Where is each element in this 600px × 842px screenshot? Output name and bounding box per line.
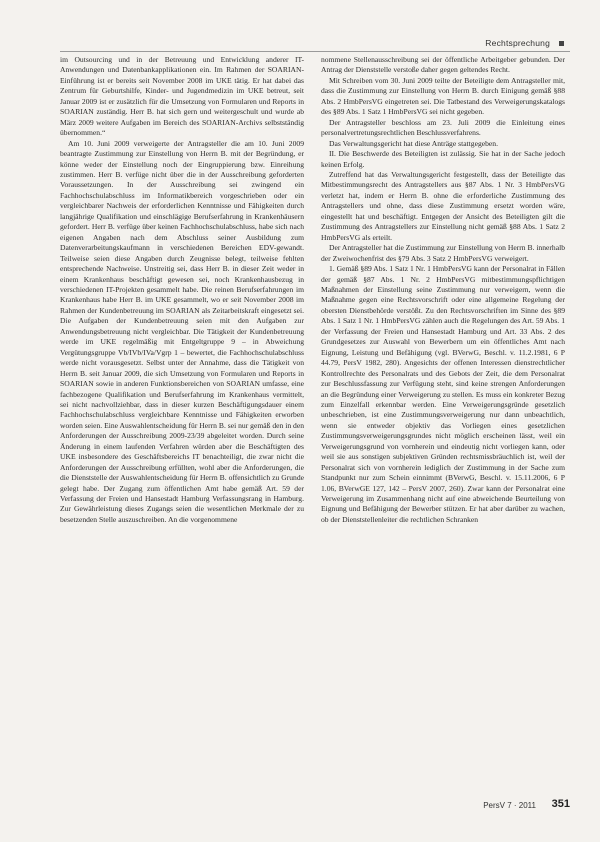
paragraph: Mit Schreiben vom 30. Juni 2009 teilte der Beteiligte dem Antragsteller mit, dass die Zustimmung zur Einstellung von Herrn B. durch Einigung gemäß §88 Abs. 2 HmbPersVG eingetreten sei. Die Tatbestand des Verweigerungskatalogs des §89 Abs. 1 Satz 1 HmbPersVG sei nicht gegeben. [321, 75, 565, 117]
paragraph: nommene Stellenausschreibung sei der öffentliche Arbeitgeber gebunden. Der Antrag der Dienststelle verstoße daher gegen geltendes Recht. [321, 55, 565, 75]
page-header [0, 38, 600, 52]
article-body [60, 55, 565, 795]
right-column [321, 55, 565, 795]
paragraph: Zutreffend hat das Verwaltungsgericht festgestellt, dass der Beteiligte das Mitbestimmungsrecht des Antragstellers aus §87 Abs. 1 Nr. 3 HmbPersVG verletzt hat, indem er Herrn B. ohne die erforderliche Zustimmung des Antragstellers und ohne, dass diese Zustimmung ersetzt worden wäre, eingestellt hat und beschäftigt. Entgegen der Ansicht des Beteiligten gilt die Zustimmung des Antragstellers zur Einstellung nicht gemäß §88 Abs. 1 Satz 2 HmbPersVG als erteilt. [321, 169, 565, 242]
issue-label: PersV 7 · 2011 [483, 801, 536, 810]
header-rule [60, 51, 570, 52]
paragraph: II. Die Beschwerde des Beteiligten ist zulässig. Sie hat in der Sache jedoch keinen Erfolg. [321, 149, 565, 169]
paragraph: 1. Gemäß §89 Abs. 1 Satz 1 Nr. 1 HmbPersVG kann der Personalrat in Fällen der gemäß §87 Abs. 1 Nr. 2 HmbPersVG mitbestimmungspflichtigen Maßnahmen der Einstellung seine Zustimmung nur verweigern, wenn die Maßnahme gegen eine Rechtsvorschrift oder eine allgemeine Regelung der obersten Dienstbehörde verstößt. Zu den Rechtsvorschriften im Sinne des §89 Abs. 1 Satz 1 Nr. 1 HmbPersVG zählen auch die Regelungen des Art. 59 Abs. 1 der Verfassung der Freien und Hansestadt Hamburg und Art. 33 Abs. 2 des Grundgesetzes zur Auswahl von Bewerbern um ein öffentliches Amt nach Eignung, Leistung und Befähigung (vgl. BVerwG, Beschl. v. 11.2.1981, 6 P 44.79, PersV 1982, 280). Angesichts der offenen Interessen dienstrechtlicher Kontrollrechte des Personalrats und des Gebots der Zeit, die dem Personalrat zur Beschlussfassung zur Verfügung steht, sind keine strengen Anforderungen an die Begründung einer Verweigerung zu stellen. Es muss ein konkreter Bezug zum Einzelfall erkennbar werden. Eine Verweigerungsgründe gesetzlich unbeschrieben, ist eine Zustimmungsverweigerung nur dann unbeachtlich, wenn sie entweder objektiv das Vorliegen eines gesetzlichen Zustimmungsverweigerungsgrundes nicht möglich erscheinen lässt, weil ein Verweigerungsgrund von vornherein und eindeutig nicht vorliegen kann, oder weil sie aus sonstigen subjektiven Gründen rechtsmissbräuchlich ist, weil der Personalrat sich von vornherein lediglich der Zustimmung in der Sache zum Standpunkt nur zum Schein einnimmt (BVerwG, Beschl. v. 15.11.2006, 6 P 1.06, BVerwGE 127, 142 – PersV 2007, 260). Zwar kann der Personalrat eine Verweigerung im Zusammenhang nicht auf eine abweichende Beurteilung von Eignung und Befähigung der Bewerber stützen. Er hat aber darüber zu wachen, ob der Dienststellenleiter die rechtlichen Schranken [321, 264, 566, 524]
header-square-marker [559, 41, 564, 46]
paragraph: Der Antragsteller hat die Zustimmung zur Einstellung von Herrn B. innerhalb der Zweiwochenfrist des §79 Abs. 3 Satz 2 HmbPersVG verweigert. [321, 243, 565, 263]
paragraph: Der Antragsteller beschloss am 23. Juli 2009 die Einleitung eines personalvertretungsrechtlichen Beschlussverfahrens. [321, 117, 565, 138]
page-footer [0, 798, 600, 814]
paragraph: im Outsourcing und in der Betreuung und Entwicklung anderer IT-Anwendungen und Datenbankapplikationen ein. Im Rahmen der SOARIAN-Einführung ist er bereits seit November 2008 im UKE tätig. Er hat dabei das Zentrum für Geburtshilfe, Kinder- und Jugendmedizin im UKE betreut, seit Januar 2009 ist er zusätzlich für die Umsetzung von Formularen und Reports in SOARIAN zuständig. Herr B. hat sich gern und weitergeschult und wurde ab März 2009 weitere Aufgaben im Bereich des SOARIAN-Archivs selbstständig übernommen.“ [60, 55, 304, 138]
left-column [60, 55, 304, 795]
paragraph: Das Verwaltungsgericht hat diese Anträge stattgegeben. [329, 138, 498, 148]
page-number: 351 [551, 798, 570, 810]
paragraph: Am 10. Juni 2009 verweigerte der Antragsteller die am 10. Juni 2009 beantragte Zustimmung zur Einstellung von Herrn B. mit der Begründung, er könne weder der Einstellung noch der Eingruppierung bzw. Einreihung zustimmen. Herr B. verfüge nicht über die in der Ausschreibung geforderten Voraussetzungen. In der Ausschreibung sei zwingend ein Fachhochschulabschluss im Informatikbereich vorgeschrieben oder ein vergleichbarer Nachweis der erforderlichen Kenntnisse und Fähigkeiten durch langjährige Qualifikation und einschlägige Berufserfahrung in Krankenhäusern gefordert. Herr B. verfüge über keinen Fachhochschulabschluss, habe sich nach eigenen Angaben nach dem Abschluss seiner Ausbildung zum Datenverarbeitungskaufmann in verschiedenen Bereichen EDV-gewandt. Teilweise seien diese Angaben durch Zeugnisse belegt, teilweise fehlten entsprechende Nachweise. Unstreitig sei, dass Herr B. in dieser Zeit weder in einem Krankenhaus beschäftigt gewesen sei, noch Krankenhausbezug in verschiedenen IT-Projekten gesammelt habe. Die reinen Berufserfahrungen im Krankenhaus habe Herr B. im UKE gesammelt, wo er seit November 2008 im Rahmen der Kundenbetreuung im SOARIAN als Zeitarbeitskraft eingesetzt sei. Die Aufgaben der Kundenbetreuung seien mit den Aufgaben zur Anwendungsbetreuung nicht vergleichbar. Die Tätigkeit der Kundenbetreuung werde im UKE regelmäßig mit Entgeltgruppe 9 – in Abweichung Vergütungsgruppe Vb/IVb/IVa/Vgrp 1 – bewertet, die Fachhochschulabschluss werde nicht vorausgesetzt. Selbst unter der Annahme, dass die Tätigkeit von Herrn B. seit Januar 2009, die sich Umsetzung von Formularen und Reports in SOARIAN sowie in anderen Funktionsbereichen von SOARIAN umfasse, eine fachbezogene Qualifikation und Berufserfahrung im Krankenhaus vermittelt, sei nicht nachvollziehbar, dass in dieser kurzen Beschäftigungsdauer einem Fachhochschulabschluss vergleichbare Kenntnisse und Fähigkeiten erworben worden seien. Eine Auswahlentscheidung für Herrn B. sei nur gemäß den in den Anforderungen der Ausschreibung 2009-23/39 abgeleitet worden. Durch seine Änderung in einem laufenden Verfahren würden aber die Beschäftigten des UKE insbesondere des Geschäftsbereichs IT benachteiligt, die zwar nicht die Anforderungen der Ausschreibung erfüllten, wohl aber die Anforderungen, die die Dienststelle der Auswahlentscheidung für Herrn B. offensichtlich zu Grunde gelegt habe. Der Zugang zum öffentlichen Amt habe gemäß Art. 59 der Verfassung der Freien und Hansestadt Hamburg Verfassungsrang in Hamburg. Zur Gewährleistung dieses Zugangs seien die wesentlichen Merkmale der zu besetzenden Stelle auszuschreiben. An die vorgenommene [60, 138, 304, 524]
section-label: Rechtsprechung [485, 38, 550, 48]
